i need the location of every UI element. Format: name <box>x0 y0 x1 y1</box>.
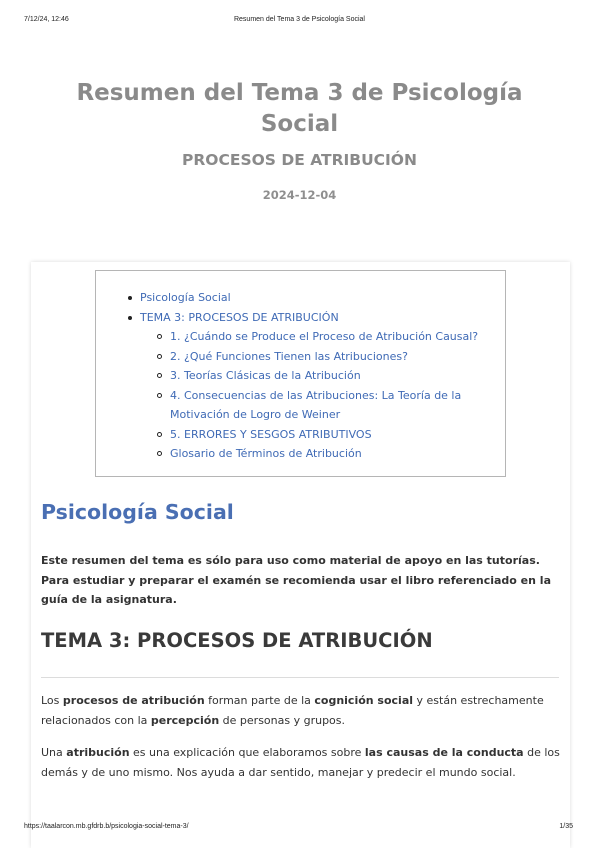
bold-term: percepción <box>150 713 220 727</box>
text-run: es una explicación que elaboramos sobre <box>129 746 365 759</box>
text-run: Los <box>41 694 63 707</box>
text-run: y están estrechamente relacionados con la <box>41 694 544 727</box>
disclaimer-paragraph: Este resumen del tema es sólo para uso como material de apoyo en las tutorías. Para estudiar y preparar el examén se recomienda usar el libro referenciado en la guía de la asignatura. <box>41 554 551 606</box>
toc-link-funciones[interactable]: 2. ¿Qué Funciones Tienen las Atribuciones? <box>170 349 408 363</box>
toc-link-cuando-se-produce[interactable]: 1. ¿Cuándo se Produce el Proceso de Atribución Causal? <box>170 330 479 343</box>
print-url: https://taalarcon.mb.gfdrb.b/psicologia-social-tema-3/ <box>24 823 189 830</box>
bold-term: cognición social <box>314 694 414 707</box>
paragraph-definicion-atribucion <box>41 743 561 782</box>
bold-term: las causas de la conducta <box>364 746 524 759</box>
toc-subitem-1 <box>96 327 505 347</box>
bold-term: atribución <box>66 746 130 759</box>
print-page-title: Resumen del Tema 3 de Psicología Social <box>233 16 365 23</box>
toc-link-glosario[interactable]: Glosario de Términos de Atribución <box>170 447 362 460</box>
heading-psicologia-social: Psicología Social <box>41 500 234 524</box>
document-title: Resumen del Tema 3 de Psicología Social <box>76 80 523 137</box>
print-page-number: 1/35 <box>559 823 573 830</box>
print-datetime: 7/12/24, 12:46 <box>24 16 69 23</box>
toc-link-errores-sesgos[interactable]: 5. ERRORES Y SESGOS ATRIBUTIVOS <box>170 427 372 441</box>
toc-link-psicologia-social[interactable]: Psicología Social <box>140 291 231 304</box>
toc-subitem-2 <box>96 347 505 367</box>
toc-subitem-5 <box>96 425 505 445</box>
paragraph-procesos-atribucion <box>41 691 561 730</box>
document-subtitle: PROCESOS DE ATRIBUCIÓN <box>182 151 417 169</box>
heading-tema-3: TEMA 3: PROCESOS DE ATRIBUCIÓN <box>41 629 433 652</box>
bold-term: procesos de atribución <box>62 694 205 707</box>
toc-subitem-4 <box>96 386 505 425</box>
toc-item-psicologia-social <box>96 288 505 308</box>
toc-link-teorias-clasicas[interactable]: 3. Teorías Clásicas de la Atribución <box>170 369 361 382</box>
toc-subitem-6 <box>96 444 505 464</box>
toc-link-consecuencias[interactable]: 4. Consecuencias de las Atribuciones: La Teoría de la Motivación de Logro de Weiner <box>170 388 462 421</box>
text-run: forman parte de la <box>204 694 315 707</box>
toc-item-tema-3 <box>96 308 505 328</box>
toc-link-tema-3[interactable]: TEMA 3: PROCESOS DE ATRIBUCIÓN <box>140 310 339 324</box>
text-run: de personas y grupos. <box>219 713 346 727</box>
table-of-contents <box>95 270 506 477</box>
document-date: 2024-12-04 <box>262 188 337 202</box>
section-divider <box>41 677 559 678</box>
toc-subitem-3 <box>96 366 505 386</box>
text-run: Una <box>41 746 67 759</box>
text-run: de los demás y de uno mismo. Nos ayuda a dar sentido, manejar y predecir el mundo social. <box>41 746 560 779</box>
